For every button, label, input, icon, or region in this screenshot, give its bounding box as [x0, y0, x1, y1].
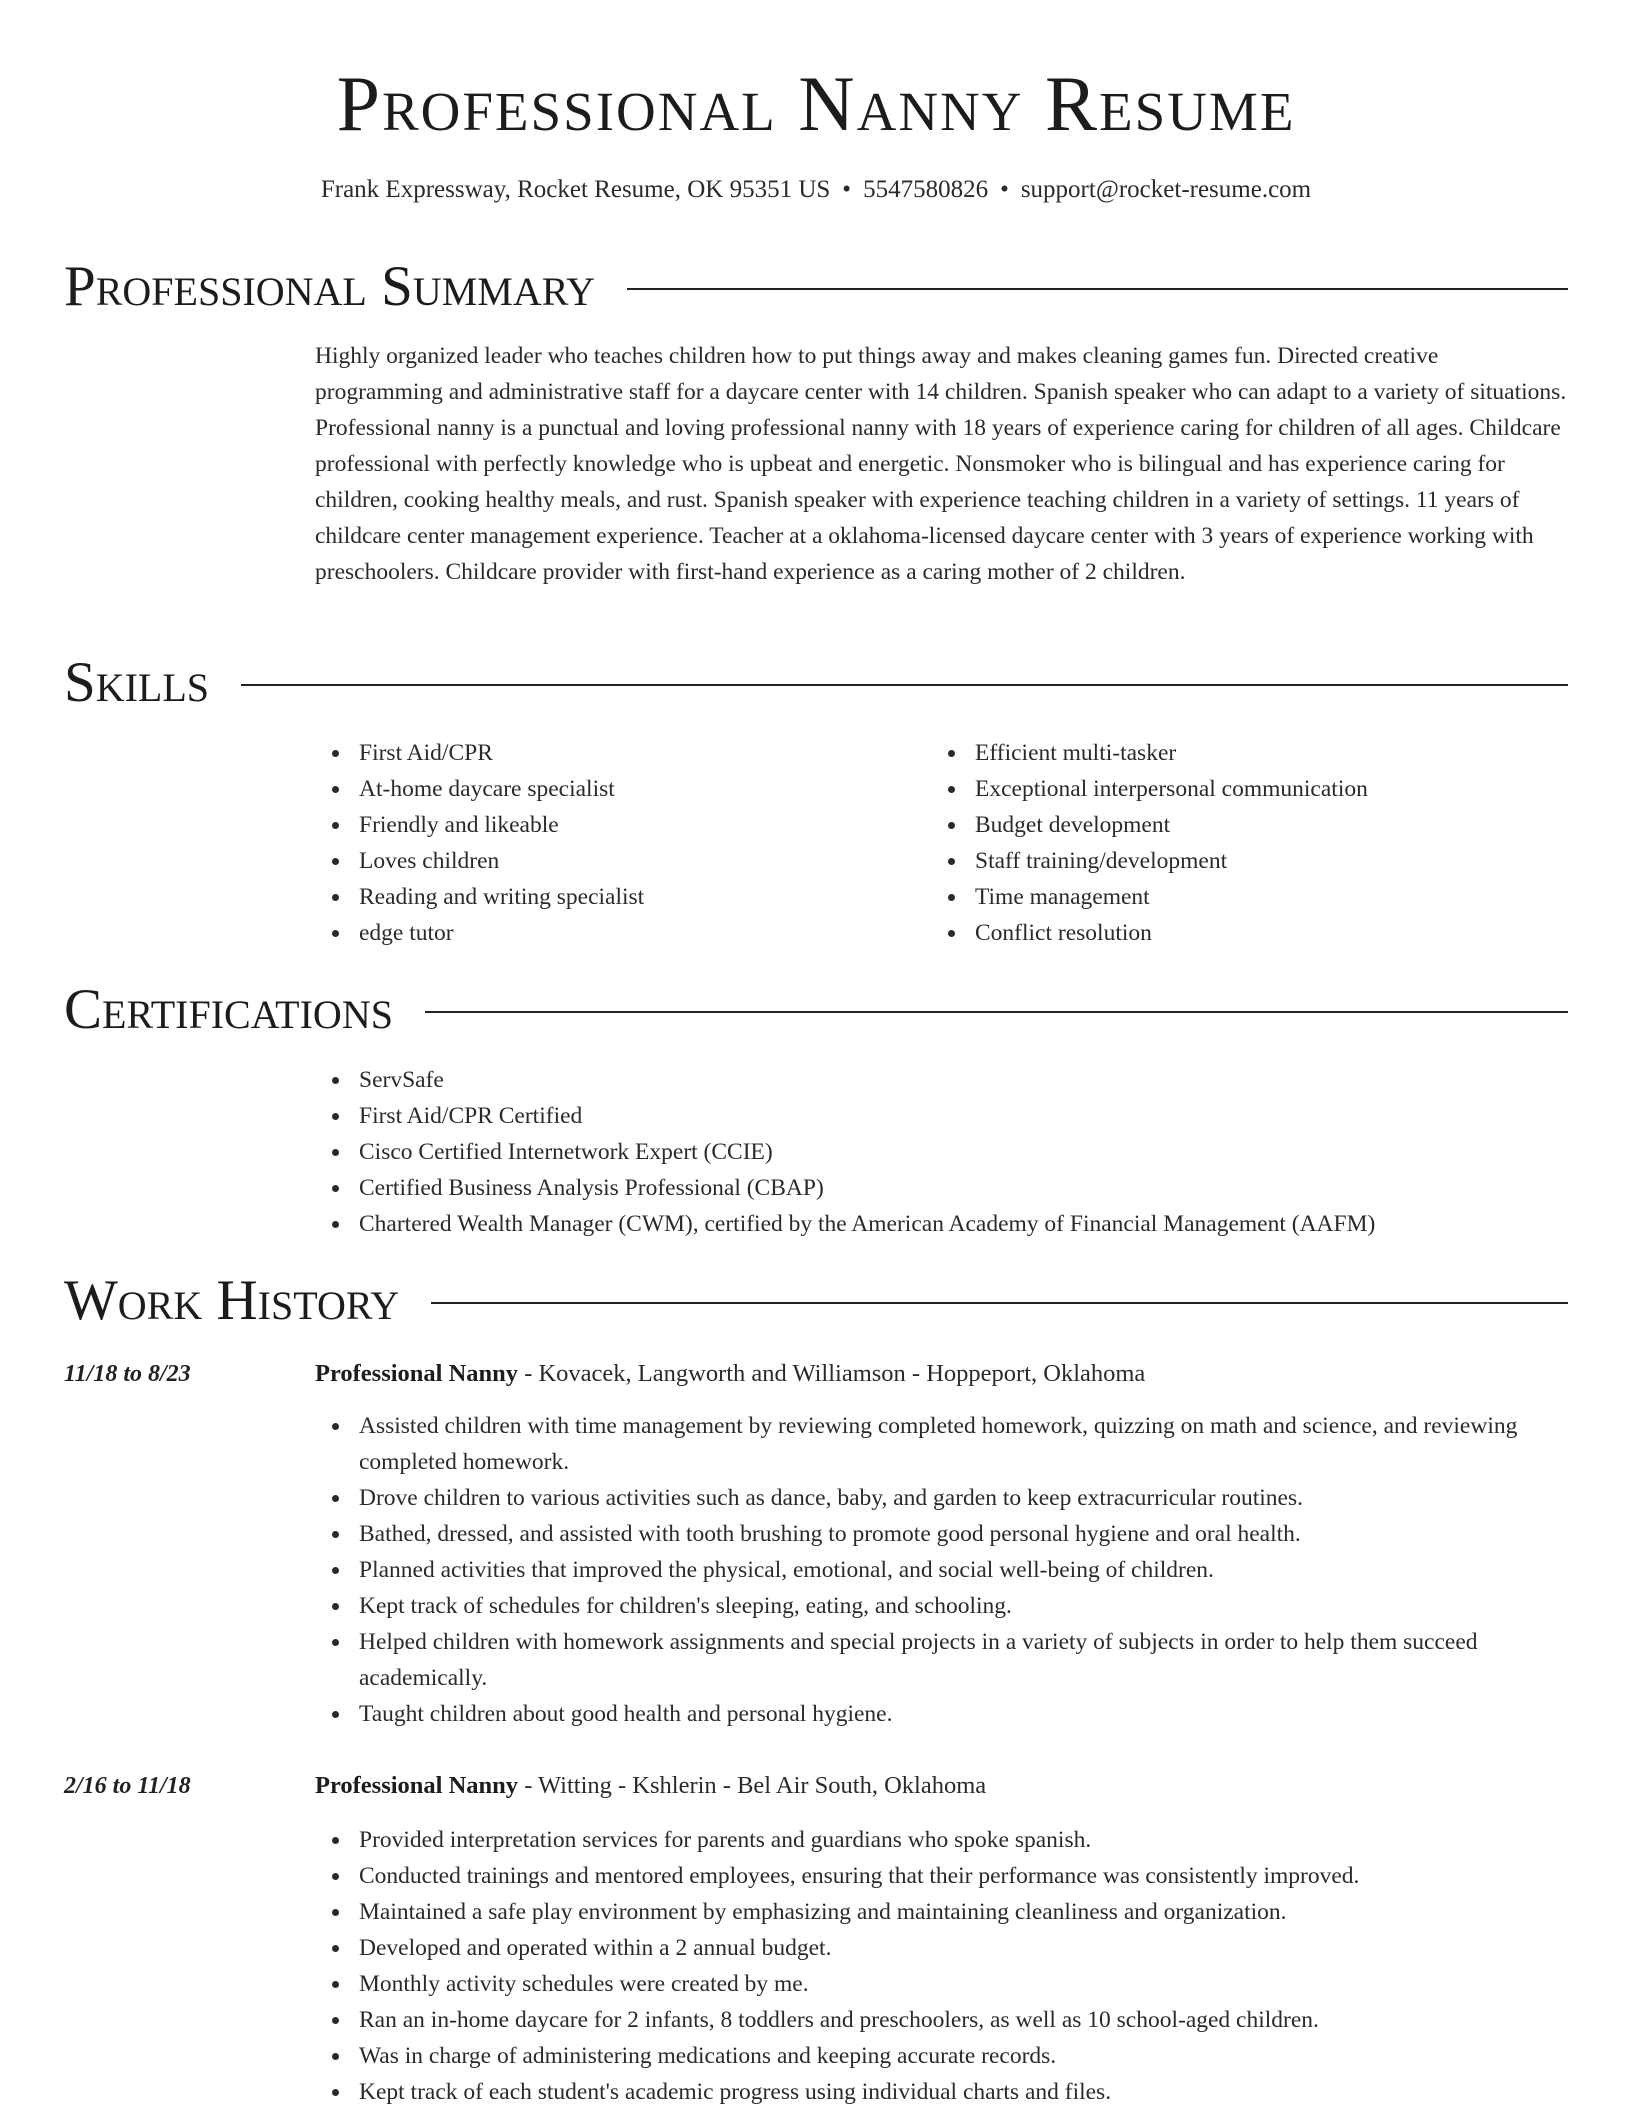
skills-section-header — [64, 652, 1568, 714]
certification-item: ServSafe — [315, 1062, 1570, 1098]
skill-item: Reading and writing specialist — [315, 879, 915, 915]
job-duty-item: Bathed, dressed, and assisted with tooth brushing to promote good personal hygiene and oral health. — [315, 1516, 1570, 1552]
job-duty-item: Taught children about good health and personal hygiene. — [315, 1696, 1570, 1732]
certification-item: First Aid/CPR Certified — [315, 1098, 1570, 1134]
skill-item: Staff training/development — [931, 843, 1561, 879]
certification-item: Chartered Wealth Manager (CWM), certified by the American Academy of Financial Management (AAFM) — [315, 1206, 1570, 1242]
certifications-heading: Certifications — [64, 978, 393, 1041]
job-company: - Kovacek, Langworth and Williamson - Hoppeport, Oklahoma — [518, 1360, 1146, 1387]
job-title-line — [315, 1768, 986, 1804]
job-duty-item: Planned activities that improved the physical, emotional, and social well-being of children. — [315, 1552, 1570, 1588]
job-dates: 11/18 to 8/23 — [64, 1361, 191, 1387]
skill-item: Time management — [931, 879, 1561, 915]
certifications-section-header — [64, 979, 1568, 1041]
summary-section-header — [64, 256, 1568, 318]
skill-item: edge tutor — [315, 915, 915, 951]
job-duty-item: Assisted children with time management by reviewing completed homework, quizzing on math and science, and reviewing completed homework. — [315, 1408, 1570, 1480]
job-duty-item: Kept track of each student's academic progress using individual charts and files. — [315, 2074, 1570, 2110]
contact-phone: 5547580826 — [863, 176, 989, 203]
skill-item: Efficient multi-tasker — [931, 735, 1561, 771]
contact-address: Frank Expressway, Rocket Resume, OK 95351 US — [320, 176, 831, 203]
job-duty-item: Kept track of schedules for children's sleeping, eating, and schooling. — [315, 1588, 1570, 1624]
section-divider — [431, 1302, 1568, 1304]
skill-item: First Aid/CPR — [315, 735, 915, 771]
summary-heading: Professional Summary — [64, 255, 596, 318]
job-duty-item: Provided interpretation services for parents and guardians who spoke spanish. — [315, 1822, 1570, 1858]
contact-email: support@rocket-resume.com — [1020, 176, 1312, 203]
skill-item: Exceptional interpersonal communication — [931, 771, 1561, 807]
summary-text: Highly organized leader who teaches children how to put things away and makes cleaning games fun. Directed creative programming and administrative staff for a daycare center with 14 children. Spanish speaker who can adapt to a variety of situations. Professional nanny is a punctual and loving professional nanny with 18 years of experience caring for children of all ages. Childcare professional with perfectly knowledge who is upbeat and energetic. Nonsmoker who is bilingual and has experience caring for children, cooking healthy meals, and rust. Spanish speaker with experience teaching children in a variety of settings. 11 years of childcare center management experience. Teacher at a oklahoma-licensed daycare center with 3 years of experience working with preschoolers. Childcare provider with first-hand experience as a caring mother of 2 children. — [315, 343, 1567, 585]
job-duty-item: Monthly activity schedules were created by me. — [315, 1966, 1570, 2002]
job-duty-item: Maintained a safe play environment by emphasizing and maintaining cleanliness and organization. — [315, 1894, 1570, 1930]
skills-list-right — [931, 735, 1561, 951]
section-divider — [425, 1011, 1568, 1013]
skills-list-left — [315, 735, 915, 951]
contact-line — [0, 174, 1632, 206]
skill-item: Loves children — [315, 843, 915, 879]
skill-item: Friendly and likeable — [315, 807, 915, 843]
job-role: Professional Nanny — [315, 1360, 519, 1387]
work-history-section-header — [64, 1270, 1568, 1332]
certification-item: Cisco Certified Internetwork Expert (CCIE) — [315, 1134, 1570, 1170]
certifications-list — [315, 1062, 1570, 1242]
job-duty-item: Developed and operated within a 2 annual budget. — [315, 1930, 1570, 1966]
job-duty-item: Conducted trainings and mentored employees, ensuring that their performance was consistently improved. — [315, 1858, 1570, 1894]
section-divider — [241, 684, 1568, 686]
job-dates: 2/16 to 11/18 — [64, 1773, 191, 1799]
skill-item: At-home daycare specialist — [315, 771, 915, 807]
section-divider — [627, 288, 1568, 290]
skill-item: Budget development — [931, 807, 1561, 843]
certification-item: Certified Business Analysis Professional (CBAP) — [315, 1170, 1570, 1206]
job-title-line — [315, 1356, 1145, 1392]
job-duties-list — [315, 1408, 1570, 1732]
contact-separator: • — [1000, 176, 1009, 203]
job-duty-item: Drove children to various activities such as dance, baby, and garden to keep extracurricular routines. — [315, 1480, 1570, 1516]
job-duties-list — [315, 1822, 1570, 2110]
job-duty-item: Helped children with homework assignments and special projects in a variety of subjects in order to help them succeed academically. — [315, 1624, 1570, 1696]
resume-title: Professional Nanny Resume — [336, 60, 1296, 147]
job-duty-item: Was in charge of administering medications and keeping accurate records. — [315, 2038, 1570, 2074]
skills-heading: Skills — [64, 651, 210, 714]
job-duty-item: Ran an in-home daycare for 2 infants, 8 toddlers and preschoolers, as well as 10 school-aged children. — [315, 2002, 1570, 2038]
contact-separator: • — [842, 176, 852, 203]
work-history-heading: Work History — [64, 1269, 400, 1332]
skill-item: Conflict resolution — [931, 915, 1561, 951]
job-role: Professional Nanny — [315, 1772, 519, 1799]
job-company: - Witting - Kshlerin - Bel Air South, Oklahoma — [518, 1772, 987, 1799]
